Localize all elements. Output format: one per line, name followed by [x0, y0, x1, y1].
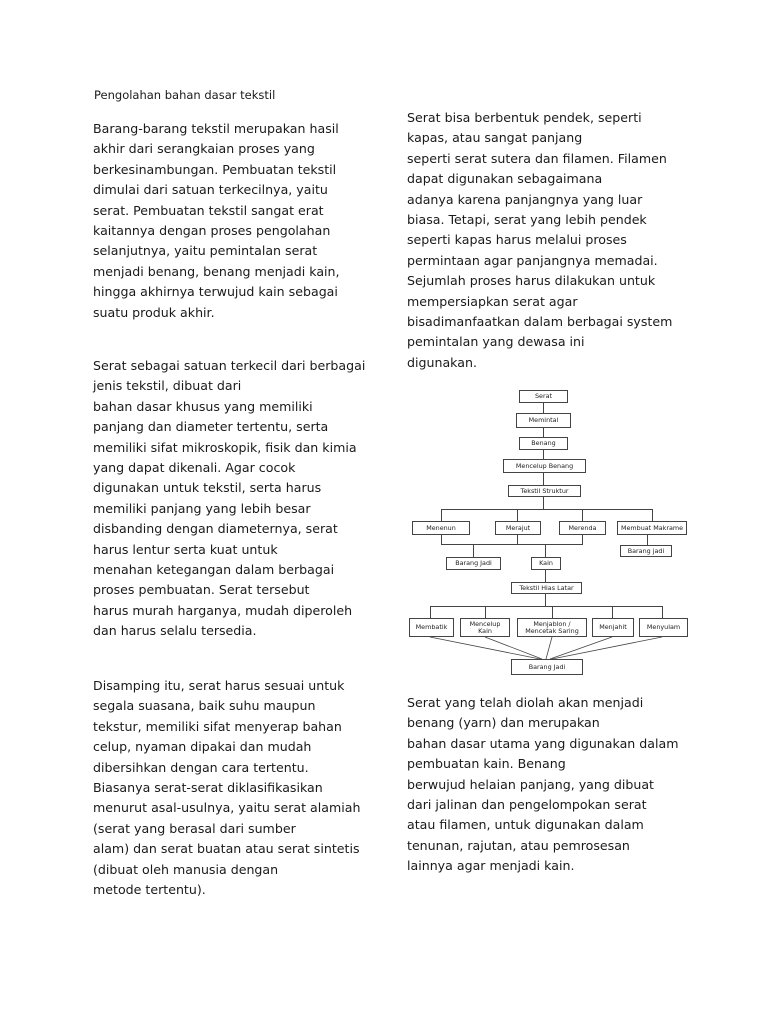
text-line: bisadimanfaatkan dalam berbagai system — [407, 314, 673, 330]
text-line: serat. Pembuatan tekstil sangat erat — [93, 202, 324, 218]
text-line: harus lentur serta kuat untuk — [93, 541, 278, 557]
node-mencelup-benang: Mencelup Benang — [503, 459, 586, 473]
text-line: panjang dan diameter tertentu, serta — [93, 419, 329, 435]
node-membuat-makrame: Membuat Makrame — [617, 521, 687, 535]
text-line: kapas, atau sangat panjang — [407, 130, 583, 146]
text-line: Serat yang telah diolah akan menjadi — [407, 695, 644, 710]
text-line: seperti kapas harus melalui proses — [407, 232, 627, 248]
node-mencelup-kain-line1: Mencelup — [469, 619, 501, 628]
node-menenun: Menenun — [412, 521, 470, 535]
text-line: celup, nyaman dipakai dan mudah — [93, 739, 312, 755]
text-line: digunakan. — [407, 354, 477, 370]
text-line: atau filamen, untuk digunakan dalam — [407, 817, 644, 833]
left-paragraph-1 — [93, 119, 340, 323]
text-line: bahan dasar utama yang digunakan dalam — [407, 735, 679, 751]
text-line: akhir dari serangkaian proses yang — [93, 141, 315, 157]
node-menjablon — [517, 618, 587, 637]
left-paragraph-3 — [93, 676, 360, 900]
text-line: segala suasana, baik suhu maupun — [93, 698, 316, 714]
text-line: permintaan agar panjangnya memadai. — [407, 252, 658, 268]
text-line: Disamping itu, serat harus sesuai untuk — [93, 678, 345, 693]
node-tekstil-struktur: Tekstil Struktur — [508, 485, 581, 497]
text-line: tenunan, rajutan, atau pemrosesan — [407, 837, 630, 853]
text-line: dimulai dari satuan terkecilnya, yaitu — [93, 182, 328, 198]
node-serat: Serat — [519, 390, 568, 403]
text-line: (dibuat oleh manusia dengan — [93, 861, 279, 877]
text-line: memiliki sifat mikroskopik, fisik dan kimia — [93, 439, 357, 455]
node-barang-jadi-final: Barang Jadi — [511, 659, 583, 675]
text-line: berwujud helaian panjang, yang dibuat — [407, 776, 654, 792]
text-line: disbanding dengan diameternya, serat — [93, 521, 338, 537]
node-benang: Benang — [519, 437, 568, 450]
text-line: menahan ketegangan dalam berbagai — [93, 562, 335, 578]
text-line: kaitannya dengan proses pengolahan — [93, 223, 331, 239]
text-line: biasa. Tetapi, serat yang lebih pendek — [407, 212, 647, 228]
text-line: selanjutnya, yaitu pemintalan serat — [93, 243, 318, 259]
text-line: harus murah harganya, mudah diperoleh — [93, 602, 353, 618]
right-paragraph-2 — [407, 693, 678, 877]
text-line: yang dapat dikenali. Agar cocok — [93, 460, 296, 476]
text-line: dapat digunakan sebagaimana — [407, 171, 603, 187]
text-line: benang (yarn) dan merupakan — [407, 715, 600, 731]
node-barang-jadi-left: Barang Jadi — [446, 557, 501, 570]
text-line: jenis tekstil, dibuat dari — [93, 378, 242, 394]
node-mencelup-kain-line2: Kain — [478, 626, 492, 635]
node-menjablon-line1: Menjablon / — [533, 619, 571, 628]
text-line: seperti serat sutera dan filamen. Filamen — [407, 150, 667, 166]
node-merenda: Merenda — [559, 521, 606, 535]
text-line: dibersihkan dengan cara tertentu. — [93, 759, 309, 775]
text-line: bahan dasar khusus yang memiliki — [93, 398, 313, 414]
textile-process-flowchart — [400, 380, 690, 680]
text-line: memiliki panjang yang lebih besar — [93, 500, 311, 516]
text-line: tekstur, memiliki sifat menyerap bahan — [93, 718, 342, 734]
left-paragraph-2 — [93, 356, 365, 642]
text-line: Serat sebagai satuan terkecil dari berbagai — [93, 358, 366, 373]
node-menyulam: Menyulam — [639, 618, 688, 637]
node-barang-jadi-makrame: Barang jadi — [620, 545, 672, 557]
text-line: menjadi benang, benang menjadi kain, — [93, 263, 340, 279]
text-line: pemintalan yang dewasa ini — [407, 334, 585, 350]
text-line: Sejumlah proses harus dilakukan untuk — [407, 273, 656, 289]
text-line: suatu produk akhir. — [93, 304, 215, 320]
text-line: menurut asal-usulnya, yaitu serat alamiah — [93, 800, 361, 816]
node-menjahit: Menjahit — [592, 618, 634, 637]
text-line: Serat bisa berbentuk pendek, seperti — [407, 110, 642, 125]
node-menjablon-line2: Mencetak Saring — [525, 626, 579, 635]
text-line: mempersiapkan serat agar — [407, 293, 578, 309]
text-line: Barang-barang tekstil merupakan hasil — [93, 121, 339, 136]
node-membatik: Membatik — [409, 618, 454, 637]
text-line: digunakan untuk tekstil, serta harus — [93, 480, 322, 496]
node-mencelup-kain — [460, 618, 510, 637]
text-line: dari jalinan dan pengelompokan serat — [407, 797, 647, 813]
text-line: lainnya agar menjadi kain. — [407, 858, 575, 874]
node-kain: Kain — [531, 557, 561, 570]
text-line: berkesinambungan. Pembuatan tekstil — [93, 161, 337, 177]
text-line: alam) dan serat buatan atau serat sintetis — [93, 841, 360, 857]
text-line: pembuatan kain. Benang — [407, 756, 566, 772]
right-paragraph-1 — [407, 108, 672, 373]
text-line: proses pembuatan. Serat tersebut — [93, 582, 310, 598]
document-title: Pengolahan bahan dasar tekstil — [94, 88, 276, 102]
text-line: adanya karena panjangnya yang luar — [407, 191, 643, 207]
node-tekstil-hias-latar: Tekstil Hias Latar — [511, 582, 582, 594]
text-line: Biasanya serat-serat diklasifikasikan — [93, 780, 323, 796]
text-line: dan harus selalu tersedia. — [93, 623, 257, 639]
text-line: (serat yang berasal dari sumber — [93, 820, 296, 836]
text-line: metode tertentu). — [93, 882, 206, 898]
node-memintal: Memintal — [516, 413, 571, 428]
node-merajut: Merajut — [495, 521, 541, 535]
text-line: hingga akhirnya terwujud kain sebagai — [93, 284, 338, 300]
